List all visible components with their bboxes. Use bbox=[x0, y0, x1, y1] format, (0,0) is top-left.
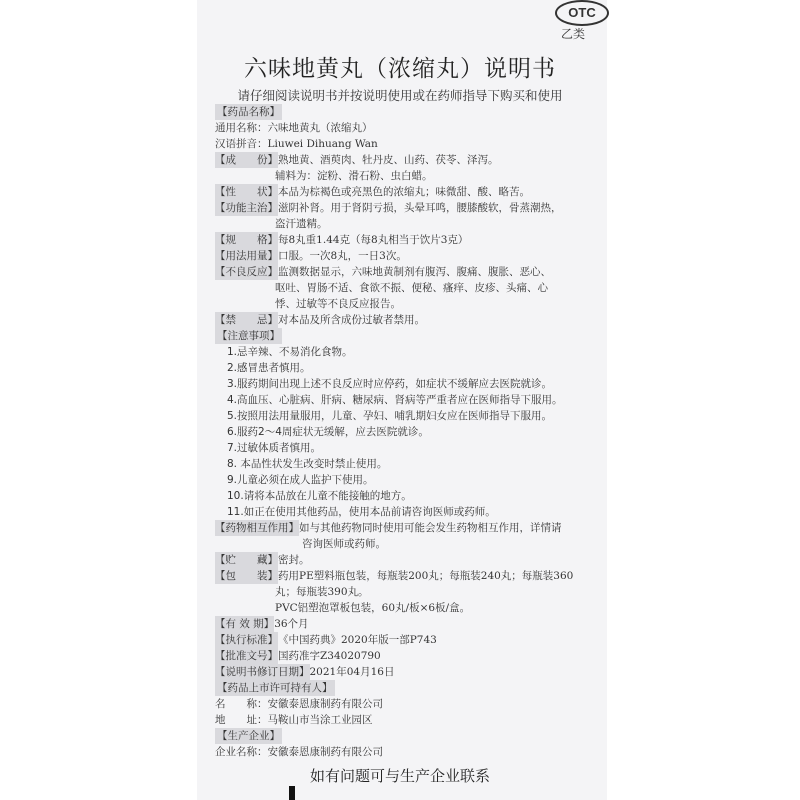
section-label: 【贮 藏】 bbox=[215, 554, 278, 566]
section-header: 【药品上市许可持有人】 bbox=[217, 682, 333, 694]
section-label: 【不良反应】 bbox=[215, 266, 278, 278]
precaution-item: 8. 本品性状发生改变时禁止使用。 bbox=[227, 458, 388, 470]
section-label: 【功能主治】 bbox=[215, 202, 278, 214]
section-spec bbox=[215, 232, 468, 248]
interaction-cont: 咨询医师或药师。 bbox=[302, 538, 386, 550]
precaution-item: 11.如正在使用其他药品，使用本品前请咨询医师或药师。 bbox=[227, 506, 496, 518]
section-text: 《中国药典》2020年版一部P743 bbox=[278, 634, 437, 646]
section-appearance bbox=[215, 184, 530, 200]
section-label: 【包 装】 bbox=[215, 570, 278, 582]
ingredients-aux: 辅料为：淀粉、滑石粉、虫白蜡。 bbox=[275, 170, 433, 182]
footer-contact-note: 如有问题可与生产企业联系 bbox=[309, 767, 490, 785]
section-validity bbox=[215, 616, 309, 632]
section-ingredients bbox=[215, 152, 499, 168]
precaution-item: 6.服药2～4周症状无缓解，应去医院就诊。 bbox=[227, 426, 429, 438]
section-label: 【药物相互作用】 bbox=[215, 522, 299, 534]
section-label: 【性 状】 bbox=[215, 186, 278, 198]
precaution-item: 7.过敏体质者慎用。 bbox=[227, 442, 322, 454]
adverse-cont-1: 呕吐、胃肠不适、食欲不振、便秘、瘙痒、皮疹、头痛、心 bbox=[275, 282, 548, 294]
section-label: 【说明书修订日期】 bbox=[215, 666, 310, 678]
section-header: 【注意事项】 bbox=[217, 330, 280, 342]
section-usage bbox=[215, 248, 407, 264]
section-text: 密封。 bbox=[278, 554, 310, 566]
section-text: 本品为棕褐色或亮黑色的浓缩丸；味微甜、酸、略苦。 bbox=[278, 186, 530, 198]
section-precautions bbox=[215, 328, 282, 344]
section-revision bbox=[215, 664, 394, 680]
package-cont-1: 丸；每瓶装390丸。 bbox=[275, 586, 369, 598]
section-text: 每8丸重1.44克（每8丸相当于饮片3克） bbox=[278, 234, 469, 246]
section-interaction bbox=[215, 520, 562, 536]
section-manufacturer bbox=[215, 728, 282, 744]
section-text: 熟地黄、酒萸肉、牡丹皮、山药、茯苓、泽泻。 bbox=[278, 154, 499, 166]
section-standard bbox=[215, 632, 437, 648]
section-adverse bbox=[215, 264, 551, 280]
section-label: 【用法用量】 bbox=[215, 250, 278, 262]
edge-mark bbox=[289, 786, 295, 800]
indications-cont: 盗汗遗精。 bbox=[275, 218, 328, 230]
section-label: 【规 格】 bbox=[215, 234, 278, 246]
manufacturer-name: 企业名称：安徽泰恩康制药有限公司 bbox=[215, 746, 383, 758]
section-holder bbox=[215, 680, 335, 696]
section-label: 【有 效 期】 bbox=[215, 618, 275, 630]
page-subtitle: 请仔细阅读说明书并按说明使用或在药师指导下购买和使用 bbox=[237, 88, 563, 103]
pinyin-name: 汉语拼音：Liuwei Dihuang Wan bbox=[215, 138, 378, 150]
section-label: 【执行标准】 bbox=[215, 634, 278, 646]
package-cont-2: PVC铝塑泡罩板包装，60丸/板×6板/盒。 bbox=[275, 602, 471, 614]
section-storage bbox=[215, 552, 310, 568]
section-text: 滋阴补肾。用于肾阴亏损，头晕耳鸣，腰膝酸软，骨蒸潮热， bbox=[278, 202, 562, 214]
precaution-item: 10.请将本品放在儿童不能接触的地方。 bbox=[227, 490, 412, 502]
page-title: 六味地黄丸（浓缩丸）说明书 bbox=[244, 56, 556, 82]
otc-badge: OTC bbox=[555, 0, 609, 26]
precaution-item: 2.感冒患者慎用。 bbox=[227, 362, 311, 374]
section-text: 2021年04月16日 bbox=[309, 666, 395, 678]
adverse-cont-2: 悸、过敏等不良反应报告。 bbox=[275, 298, 401, 310]
section-package bbox=[215, 568, 573, 584]
section-text: 监测数据显示，六味地黄制剂有腹泻、腹痛、腹胀、恶心、 bbox=[278, 266, 551, 278]
section-text: 如与其他药物同时使用可能会发生药物相互作用，详情请 bbox=[299, 522, 562, 534]
section-header: 【药品名称】 bbox=[217, 106, 280, 118]
precaution-item: 3.服药期间出现上述不良反应时应停药，如症状不缓解应去医院就诊。 bbox=[227, 378, 553, 390]
section-text: 国药准字Z34020790 bbox=[278, 650, 381, 662]
otc-category: 乙类 bbox=[561, 27, 586, 41]
section-text: 药用PE塑料瓶包装，每瓶装200丸；每瓶装240丸；每瓶装360 bbox=[278, 570, 574, 582]
precaution-item: 9.儿童必须在成人监护下使用。 bbox=[227, 474, 374, 486]
holder-address: 地 址：马鞍山市当涂工业园区 bbox=[215, 714, 373, 726]
section-drug-name bbox=[215, 104, 282, 120]
section-approval bbox=[215, 648, 381, 664]
precaution-item: 4.高血压、心脏病、肝病、糖尿病、肾病等严重者应在医师指导下服用。 bbox=[227, 394, 563, 406]
section-label: 【批准文号】 bbox=[215, 650, 278, 662]
section-text: 对本品及所含成份过敏者禁用。 bbox=[278, 314, 425, 326]
precaution-item: 1.忌辛辣、不易消化食物。 bbox=[227, 346, 353, 358]
section-header: 【生产企业】 bbox=[217, 730, 280, 742]
section-indications bbox=[215, 200, 562, 216]
holder-name: 名 称：安徽泰恩康制药有限公司 bbox=[215, 698, 383, 710]
generic-name: 通用名称：六味地黄丸（浓缩丸） bbox=[215, 122, 373, 134]
section-text: 口服。一次8丸，一日3次。 bbox=[278, 250, 407, 262]
section-label: 【成 份】 bbox=[215, 154, 278, 166]
section-label: 【禁 忌】 bbox=[215, 314, 278, 326]
section-contra bbox=[215, 312, 425, 328]
precaution-item: 5.按照用法用量服用，儿童、孕妇、哺乳期妇女应在医师指导下服用。 bbox=[227, 410, 553, 422]
section-text: 36个月 bbox=[274, 618, 309, 630]
